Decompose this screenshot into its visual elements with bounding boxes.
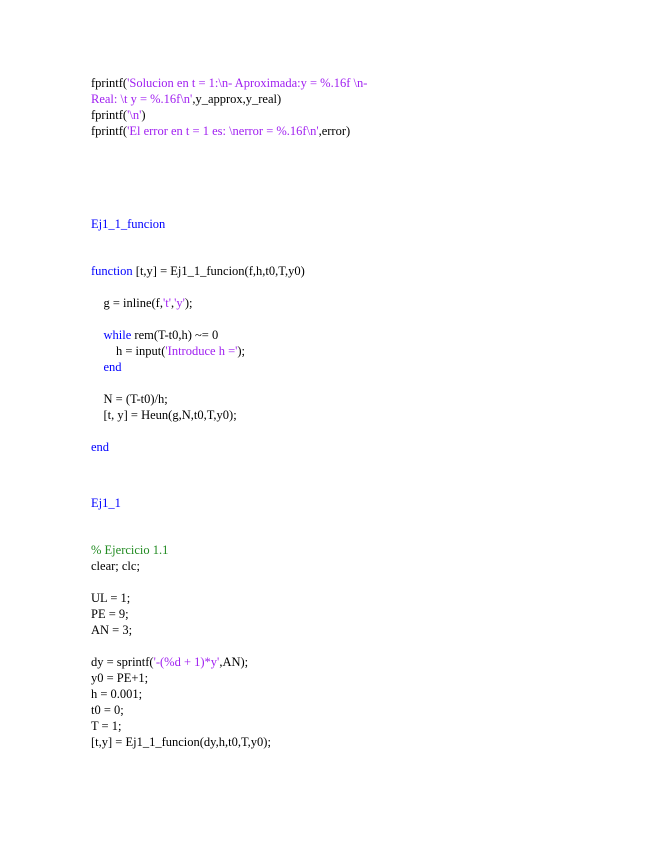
code-line bbox=[91, 591, 130, 605]
code-line bbox=[91, 719, 121, 733]
code-line bbox=[91, 92, 281, 106]
section-title-ej1-1: Ej1_1 bbox=[91, 496, 121, 510]
code-keyword: end bbox=[91, 440, 110, 454]
code-text: y0 = PE+1; bbox=[91, 671, 149, 685]
code-string: 't' bbox=[162, 296, 171, 310]
code-text: ) bbox=[141, 108, 146, 122]
code-string: 'Solucion en t = 1:\n- Aproximada:y = %.16f \n- bbox=[127, 76, 368, 90]
code-text: h = 0.001; bbox=[91, 687, 143, 701]
code-line bbox=[91, 108, 146, 122]
code-text: AN = 3; bbox=[91, 623, 133, 637]
code-line bbox=[91, 671, 148, 685]
code-keyword: while bbox=[103, 328, 132, 342]
code-line bbox=[91, 328, 218, 342]
code-text: fprintf( bbox=[91, 108, 128, 122]
code-keyword: end bbox=[103, 360, 122, 374]
code-text: [t,y] = Ej1_1_funcion(f,h,t0,T,y0) bbox=[132, 264, 305, 278]
code-text: ); bbox=[237, 344, 246, 358]
document-page bbox=[91, 0, 631, 848]
code-string: 'El error en t = 1 es: \nerror = %.16f\n' bbox=[127, 124, 319, 138]
code-text: PE = 9; bbox=[91, 607, 129, 621]
code-text: ); bbox=[184, 296, 193, 310]
code-text bbox=[91, 328, 104, 342]
code-text: t0 = 0; bbox=[91, 703, 124, 717]
code-text: clear; clc; bbox=[91, 559, 140, 573]
code-line bbox=[91, 687, 142, 701]
code-text: [t, y] = Heun(g,N,t0,T,y0); bbox=[91, 408, 237, 422]
code-line bbox=[91, 607, 129, 621]
code-line bbox=[91, 543, 168, 557]
code-line bbox=[91, 559, 140, 573]
code-text: ,y_approx,y_real) bbox=[192, 92, 282, 106]
code-line bbox=[91, 264, 305, 278]
code-text: ,AN); bbox=[219, 655, 249, 669]
code-string: Real: \t y = %.16f\n' bbox=[91, 92, 193, 106]
code-text: N = (T-t0)/h; bbox=[91, 392, 168, 406]
code-comment: % Ejercicio 1.1 bbox=[91, 543, 169, 557]
code-line bbox=[91, 360, 122, 374]
code-block-print-output bbox=[91, 75, 367, 139]
code-string: '\n' bbox=[127, 108, 142, 122]
code-text: , bbox=[170, 296, 175, 310]
section-title-ej1-1-funcion: Ej1_1_funcion bbox=[91, 217, 166, 231]
code-text: UL = 1; bbox=[91, 591, 131, 605]
code-text: dy = sprintf( bbox=[91, 655, 154, 669]
code-line bbox=[91, 655, 248, 669]
code-text: fprintf( bbox=[91, 124, 128, 138]
code-string: 'Introduce h =' bbox=[165, 344, 238, 358]
code-text bbox=[91, 360, 104, 374]
code-string: '-(%d + 1)*y' bbox=[153, 655, 220, 669]
code-text: g = inline(f, bbox=[91, 296, 163, 310]
code-line bbox=[91, 344, 245, 358]
code-string: 'y' bbox=[174, 296, 185, 310]
code-text: h = input( bbox=[91, 344, 166, 358]
code-line bbox=[91, 124, 350, 138]
code-text: [t,y] = Ej1_1_funcion(dy,h,t0,T,y0); bbox=[91, 735, 271, 749]
code-text: fprintf( bbox=[91, 76, 128, 90]
code-line bbox=[91, 703, 124, 717]
code-line bbox=[91, 440, 109, 454]
code-keyword: function bbox=[91, 264, 133, 278]
code-line bbox=[91, 76, 367, 90]
code-line bbox=[91, 623, 132, 637]
code-line bbox=[91, 408, 237, 422]
code-block-ej1-1-funcion bbox=[91, 263, 305, 455]
code-line bbox=[91, 296, 192, 310]
code-text: ,error) bbox=[318, 124, 351, 138]
code-text: T = 1; bbox=[91, 719, 122, 733]
code-block-ej1-1-script bbox=[91, 542, 271, 750]
code-line bbox=[91, 735, 271, 749]
code-text: rem(T-t0,h) ~= 0 bbox=[131, 328, 219, 342]
code-line bbox=[91, 392, 168, 406]
